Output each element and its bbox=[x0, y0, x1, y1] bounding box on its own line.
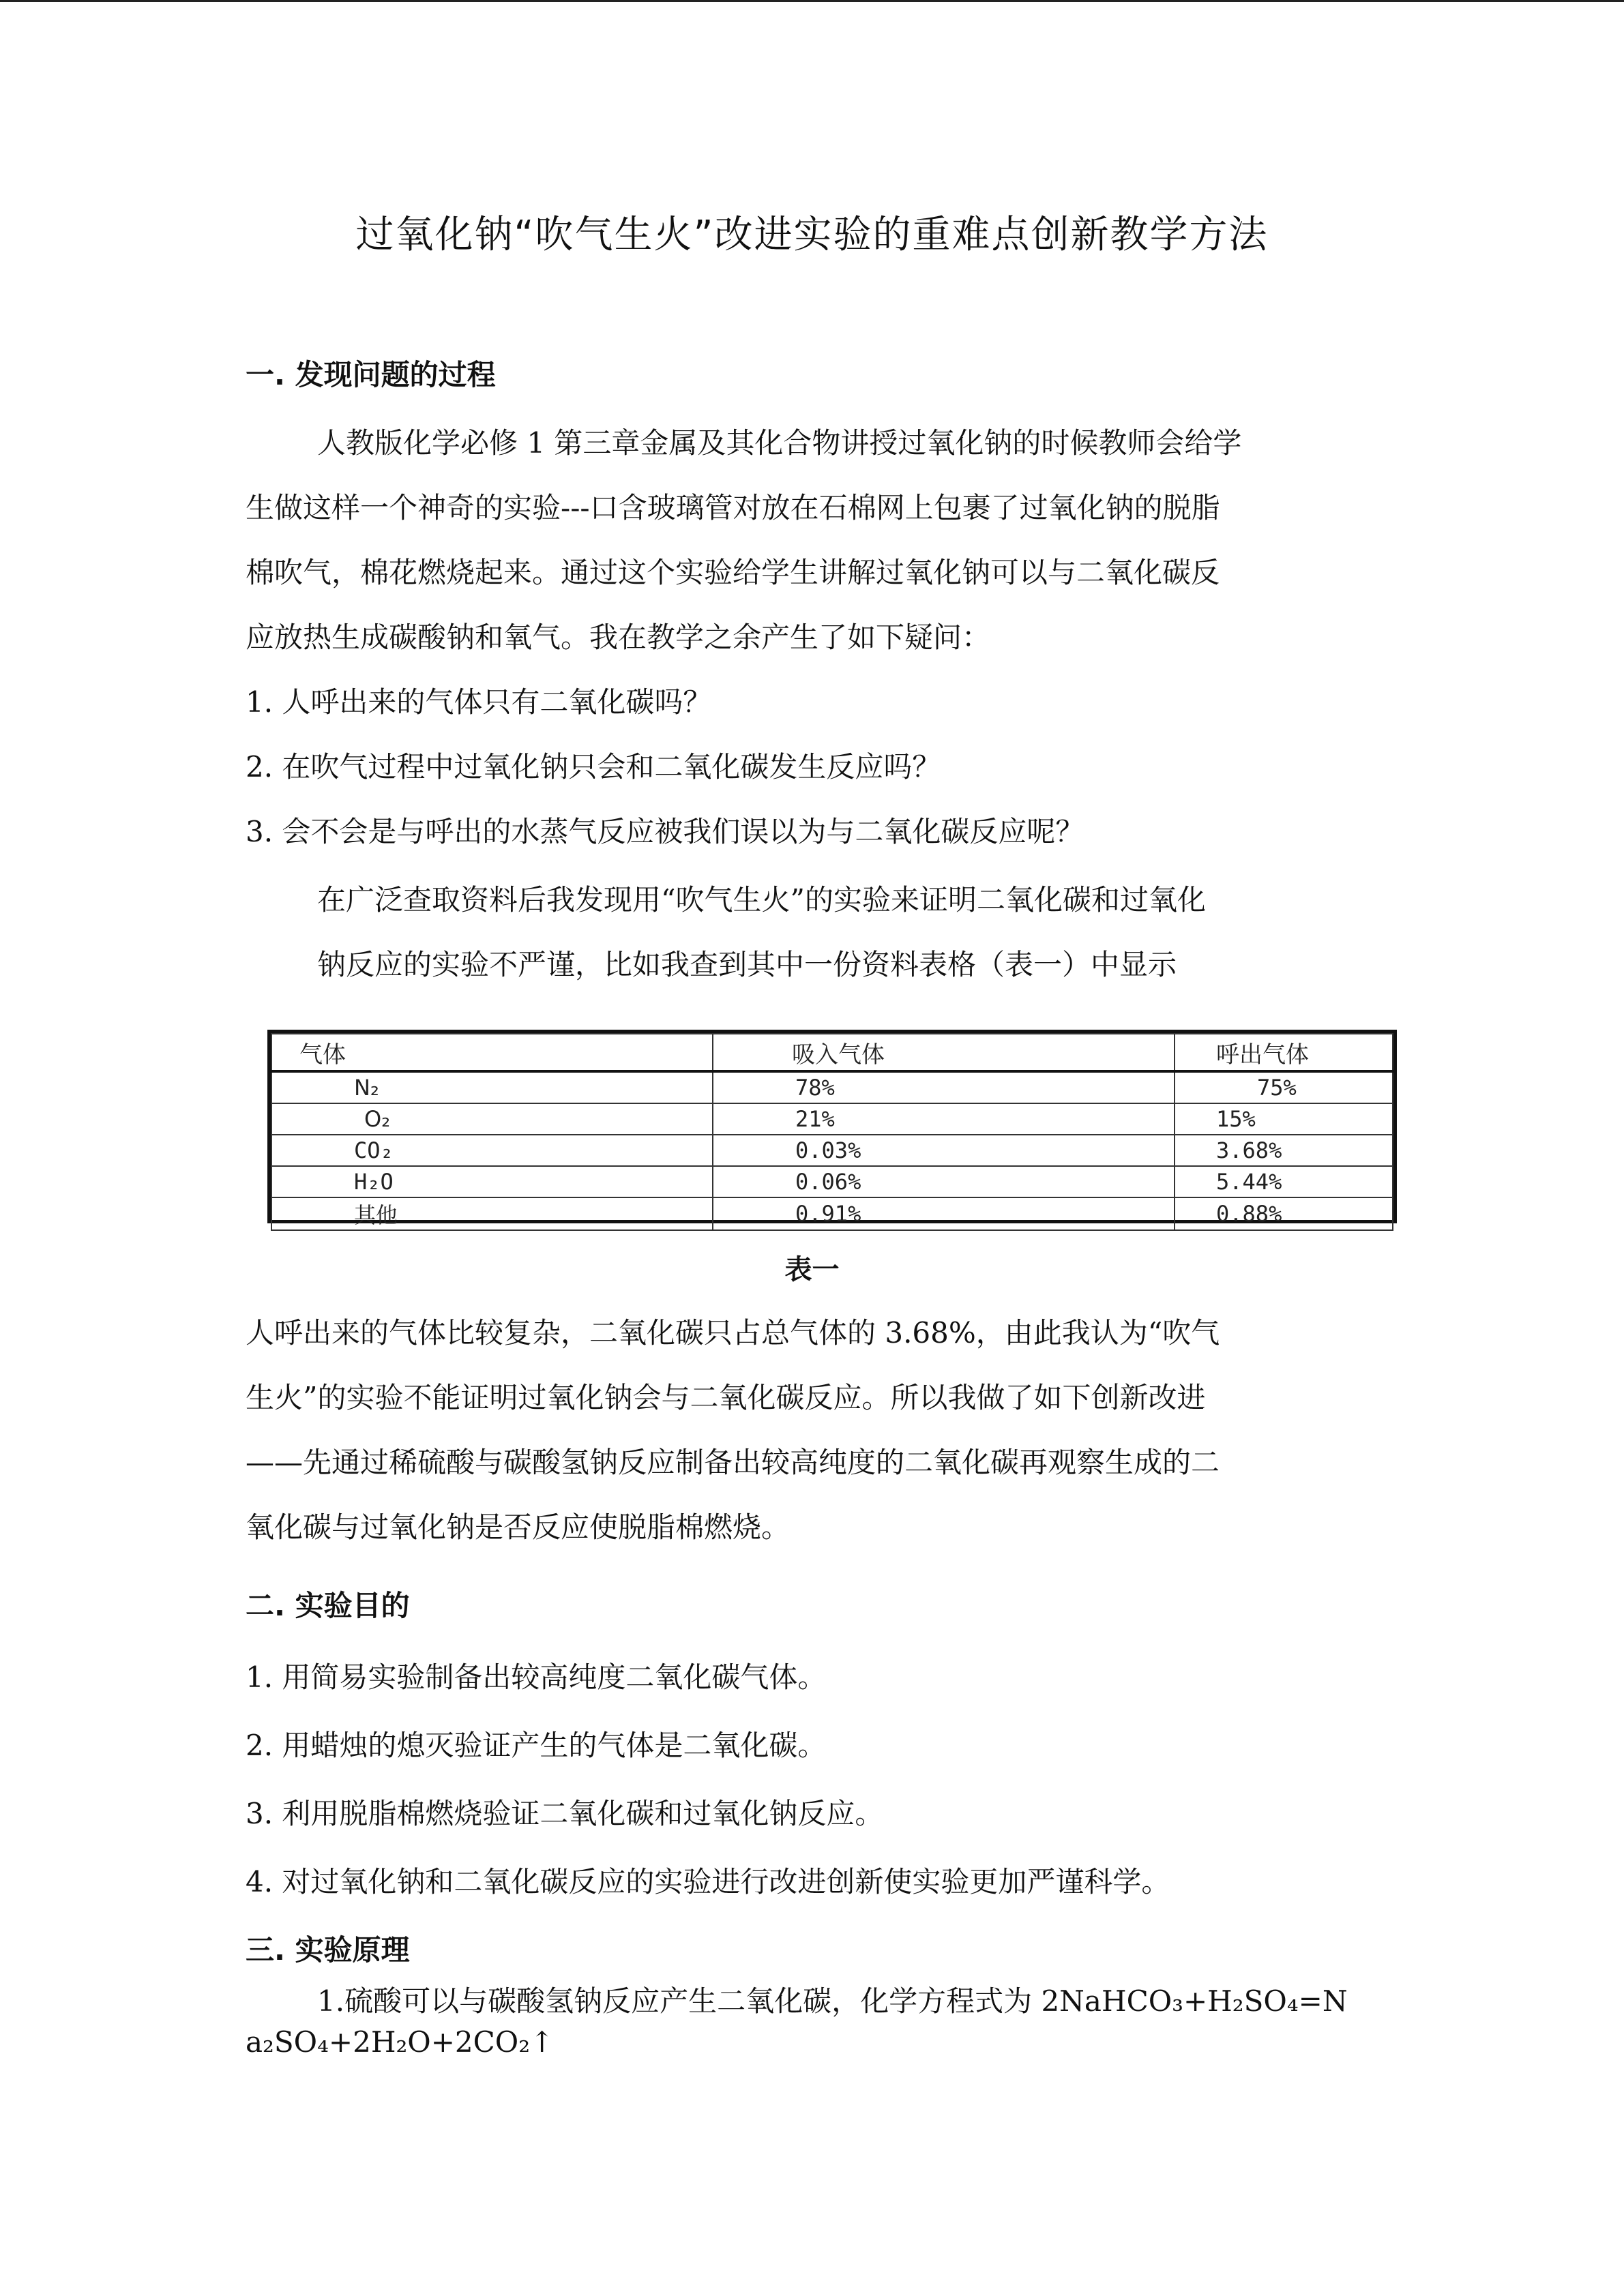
table-cell: 3.68% bbox=[1175, 1135, 1393, 1166]
table-cell: 0.88% bbox=[1175, 1197, 1393, 1230]
section-heading-1: 一. 发现问题的过程 bbox=[246, 358, 496, 391]
paragraph-line: 钠反应的实验不严谨，比如我查到其中一份资料表格（表一）中显示 bbox=[317, 948, 1177, 981]
table-cell: 21% bbox=[713, 1103, 1175, 1135]
question-item: 1. 人呼出来的气体只有二氧化碳吗？ bbox=[246, 685, 712, 719]
table-cell: 75% bbox=[1175, 1071, 1393, 1103]
paragraph-line: 生做这样一个神奇的实验---口含玻璃管对放在石棉网上包裹了过氧化钠的脱脂 bbox=[246, 491, 1220, 524]
table-cell: O₂ bbox=[271, 1103, 713, 1135]
paragraph-line: 人呼出来的气体比较复杂，二氧化碳只占总气体的 3.68%，由此我认为“吹气 bbox=[246, 1316, 1220, 1350]
table-row bbox=[271, 1197, 1393, 1230]
column-header: 呼出气体 bbox=[1175, 1034, 1393, 1071]
table-cell: CO₂ bbox=[271, 1135, 713, 1166]
list-item: 1. 用简易实验制备出较高纯度二氧化碳气体。 bbox=[246, 1660, 827, 1694]
paragraph-line: 生火”的实验不能证明过氧化钠会与二氧化碳反应。所以我做了如下创新改进 bbox=[246, 1381, 1206, 1414]
chemical-equation-part1: 2NaHCO₃+H₂SO₄=N bbox=[1041, 1984, 1348, 2018]
principle-text: 1.硫酸可以与碳酸氢钠反应产生二氧化碳，化学方程式为 bbox=[317, 1984, 1042, 2018]
paragraph-line: ——先通过稀硫酸与碳酸氢钠反应制备出较高纯度的二氧化碳再观察生成的二 bbox=[246, 1446, 1220, 1479]
table-cell: 5.44% bbox=[1175, 1166, 1393, 1197]
paragraph-line: 在广泛查取资料后我发现用“吹气生火”的实验来证明二氧化碳和过氧化 bbox=[317, 883, 1206, 916]
paragraph-line: 应放热生成碳酸钠和氧气。我在教学之余产生了如下疑问： bbox=[246, 621, 991, 654]
list-item: 4. 对过氧化钠和二氧化碳反应的实验进行改进创新使实验更加严谨科学。 bbox=[246, 1865, 1170, 1898]
paragraph-line: 人教版化学必修 1 第三章金属及其化合物讲授过氧化钠的时候教师会给学 bbox=[317, 426, 1242, 460]
list-item: 3. 利用脱脂棉燃烧验证二氧化碳和过氧化钠反应。 bbox=[246, 1797, 884, 1830]
table-row bbox=[271, 1166, 1393, 1197]
list-item: 2. 用蜡烛的熄灭验证产生的气体是二氧化碳。 bbox=[246, 1729, 827, 1762]
column-header: 气体 bbox=[271, 1034, 713, 1071]
table-cell: 78% bbox=[713, 1071, 1175, 1103]
page-top-border bbox=[0, 0, 1624, 2]
document-title: 过氧化钠“吹气生火”改进实验的重难点创新教学方法 bbox=[355, 213, 1269, 257]
table-row bbox=[271, 1071, 1393, 1103]
table-cell: N₂ bbox=[271, 1071, 713, 1103]
table-cell: 15% bbox=[1175, 1103, 1393, 1135]
chemical-equation-part2: a₂SO₄+2H₂O+2CO₂↑ bbox=[246, 2025, 555, 2059]
principle-line bbox=[317, 1981, 1449, 2022]
question-item: 3. 会不会是与呼出的水蒸气反应被我们误以为与二氧化碳反应呢？ bbox=[246, 815, 1084, 848]
section-heading-2: 二. 实验目的 bbox=[246, 1589, 410, 1622]
table-cell: H₂O bbox=[271, 1166, 713, 1197]
section-heading-3: 三. 实验原理 bbox=[246, 1933, 410, 1967]
paragraph-line: 棉吹气，棉花燃烧起来。通过这个实验给学生讲解过氧化钠可以与二氧化碳反 bbox=[246, 556, 1220, 589]
table-cell: 0.91% bbox=[713, 1197, 1175, 1230]
table-row bbox=[271, 1103, 1393, 1135]
gas-composition-table bbox=[267, 1030, 1397, 1228]
paragraph-line: 氧化碳与过氧化钠是否反应使脱脂棉燃烧。 bbox=[246, 1510, 791, 1544]
table-header-row bbox=[271, 1034, 1393, 1071]
table-caption: 表一 bbox=[784, 1254, 840, 1285]
table-cell: 0.03% bbox=[713, 1135, 1175, 1166]
table-cell: 其他 bbox=[271, 1197, 713, 1230]
column-header: 吸入气体 bbox=[713, 1034, 1175, 1071]
table-cell: 0.06% bbox=[713, 1166, 1175, 1197]
table-row bbox=[271, 1135, 1393, 1166]
question-item: 2. 在吹气过程中过氧化钠只会和二氧化碳发生反应吗？ bbox=[246, 750, 941, 784]
